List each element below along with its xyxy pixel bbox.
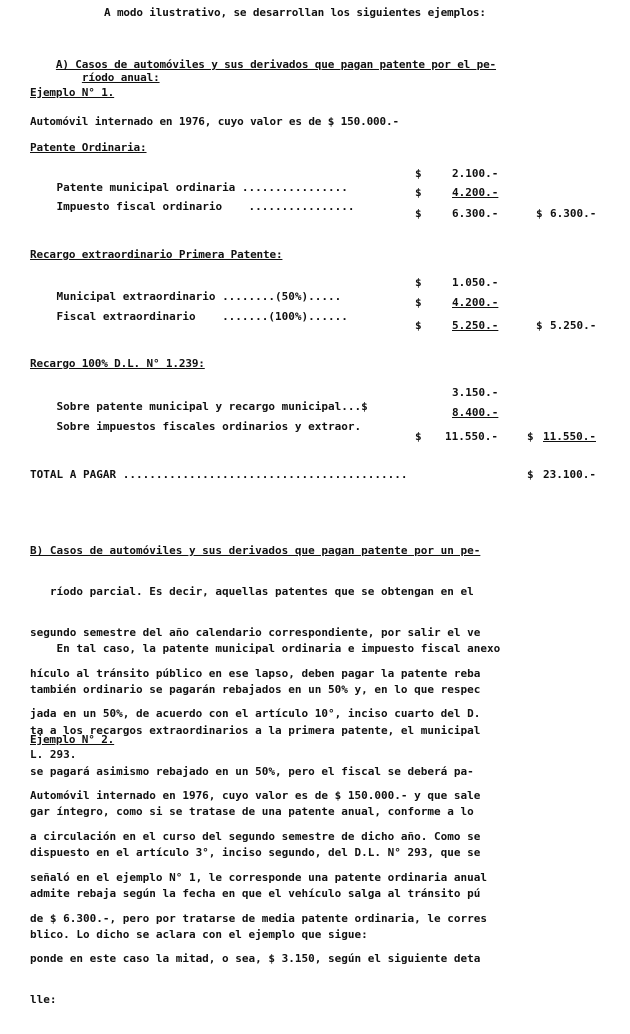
- amount: 2.100.-: [452, 167, 499, 180]
- text-line: B) Casos de automóviles y sus derivados que pagan patente por un pe-: [30, 544, 481, 558]
- text-line: blico. Lo dicho se aclara con el ejemplo que sigue:: [30, 927, 368, 941]
- text-line: señaló en el ejemplo N° 1, le corresponde una patente ordinaria anual: [30, 870, 487, 884]
- text-line: admite rebaja según la fecha en que el vehículo salga al tránsito pú: [30, 886, 481, 900]
- currency-sign: $: [527, 468, 534, 481]
- recargo-title: Recargo extraordinario Primera Patente:: [30, 248, 283, 261]
- text-line: se pagará asimismo rebajado en un 50%, pero el fiscal se deberá pa-: [30, 764, 474, 778]
- carried-total: 5.250.-: [550, 319, 597, 332]
- recargo100-row: Sobre impuestos fiscales ordinarios y extraor.: [56, 420, 362, 433]
- amount: 4.200.-: [452, 296, 499, 309]
- example-2-paragraph: [30, 762, 620, 1034]
- currency-sign: $: [415, 207, 422, 220]
- ordinaria-row: Patente municipal ordinaria ................: [56, 181, 348, 194]
- recargo-row: Fiscal extraordinario .......(100%)......: [56, 310, 348, 323]
- currency-sign: $: [536, 319, 543, 332]
- currency-sign: $: [415, 430, 422, 443]
- text-line: En tal caso, la patente municipal ordinaria e impuesto fiscal anexo: [30, 642, 501, 656]
- amount: 8.400.-: [452, 406, 499, 419]
- currency-sign: $: [527, 430, 534, 443]
- recargo100-row: Sobre patente municipal y recargo municipal...$: [56, 400, 368, 413]
- text-line: lle:: [30, 993, 57, 1007]
- recargo-row: Municipal extraordinario ........(50%).....: [56, 290, 342, 303]
- currency-sign: $: [415, 276, 422, 289]
- grand-total: 23.100.-: [543, 468, 596, 481]
- currency-sign: $: [415, 186, 422, 199]
- text-line: segundo semestre del año calendario correspondiente, por salir el ve: [30, 625, 481, 639]
- text-line: de $ 6.300.-, pero por tratarse de media patente ordinaria, le corres: [30, 911, 487, 925]
- example-1-title: Ejemplo N° 1.: [30, 86, 115, 99]
- total-label: TOTAL A PAGAR ...........................................: [30, 468, 408, 481]
- text-line: ponde en este caso la mitad, o sea, $ 3.150, según el siguiente deta: [30, 952, 481, 966]
- text-line: gar íntegro, como si se tratase de una patente anual, conforme a lo: [30, 805, 474, 819]
- currency-sign: $: [415, 319, 422, 332]
- currency-sign: $: [415, 167, 422, 180]
- text-line: hículo al tránsito público en ese lapso, deben pagar la patente reba: [30, 666, 481, 680]
- subtotal: 5.250.-: [452, 319, 499, 332]
- text-line: a circulación en el curso del segundo semestre de dicho año. Como se: [30, 829, 481, 843]
- recargo100-title: Recargo 100% D.L. N° 1.239:: [30, 357, 205, 370]
- example-2-title: Ejemplo N° 2.: [30, 733, 115, 746]
- amount: 1.050.-: [452, 276, 499, 289]
- carried-total: 11.550.-: [543, 430, 596, 443]
- carried-total: 6.300.-: [550, 207, 597, 220]
- amount: 3.150.-: [452, 386, 499, 399]
- section-a-heading-cont: ríodo anual:: [81, 71, 160, 84]
- currency-sign: $: [536, 207, 543, 220]
- intro-text: A modo ilustrativo, se desarrollan los siguientes ejemplos:: [104, 6, 486, 19]
- text-line: jada en un 50%, de acuerdo con el artículo 10°, inciso cuarto del D.: [30, 707, 481, 721]
- amount: 4.200.-: [452, 186, 499, 199]
- text-line: dispuesto en el artículo 3°, inciso segundo, del D.L. N° 293, que se: [30, 846, 481, 860]
- subtotal: 11.550.-: [445, 430, 498, 443]
- text-line: ríodo parcial. Es decir, aquellas patentes que se obtengan en el: [30, 584, 474, 598]
- text-line: también ordinario se pagarán rebajados en un 50% y, en lo que respec: [30, 682, 481, 696]
- text-line: L. 293.: [30, 748, 77, 762]
- text-line: Automóvil internado en 1976, cuyo valor es de $ 150.000.- y que sale: [30, 789, 481, 803]
- ordinaria-title: Patente Ordinaria:: [30, 141, 147, 154]
- currency-sign: $: [415, 296, 422, 309]
- subtotal: 6.300.-: [452, 207, 499, 220]
- example-1-text: Automóvil internado en 1976, cuyo valor es de $ 150.000.-: [30, 115, 399, 128]
- text-line: ta a los recargos extraordinarios a la primera patente, el municipal: [30, 723, 481, 737]
- ordinaria-row: Impuesto fiscal ordinario ................: [56, 200, 355, 213]
- section-a-heading: A) Casos de automóviles y sus derivados que pagan patente por el pe-: [55, 58, 497, 71]
